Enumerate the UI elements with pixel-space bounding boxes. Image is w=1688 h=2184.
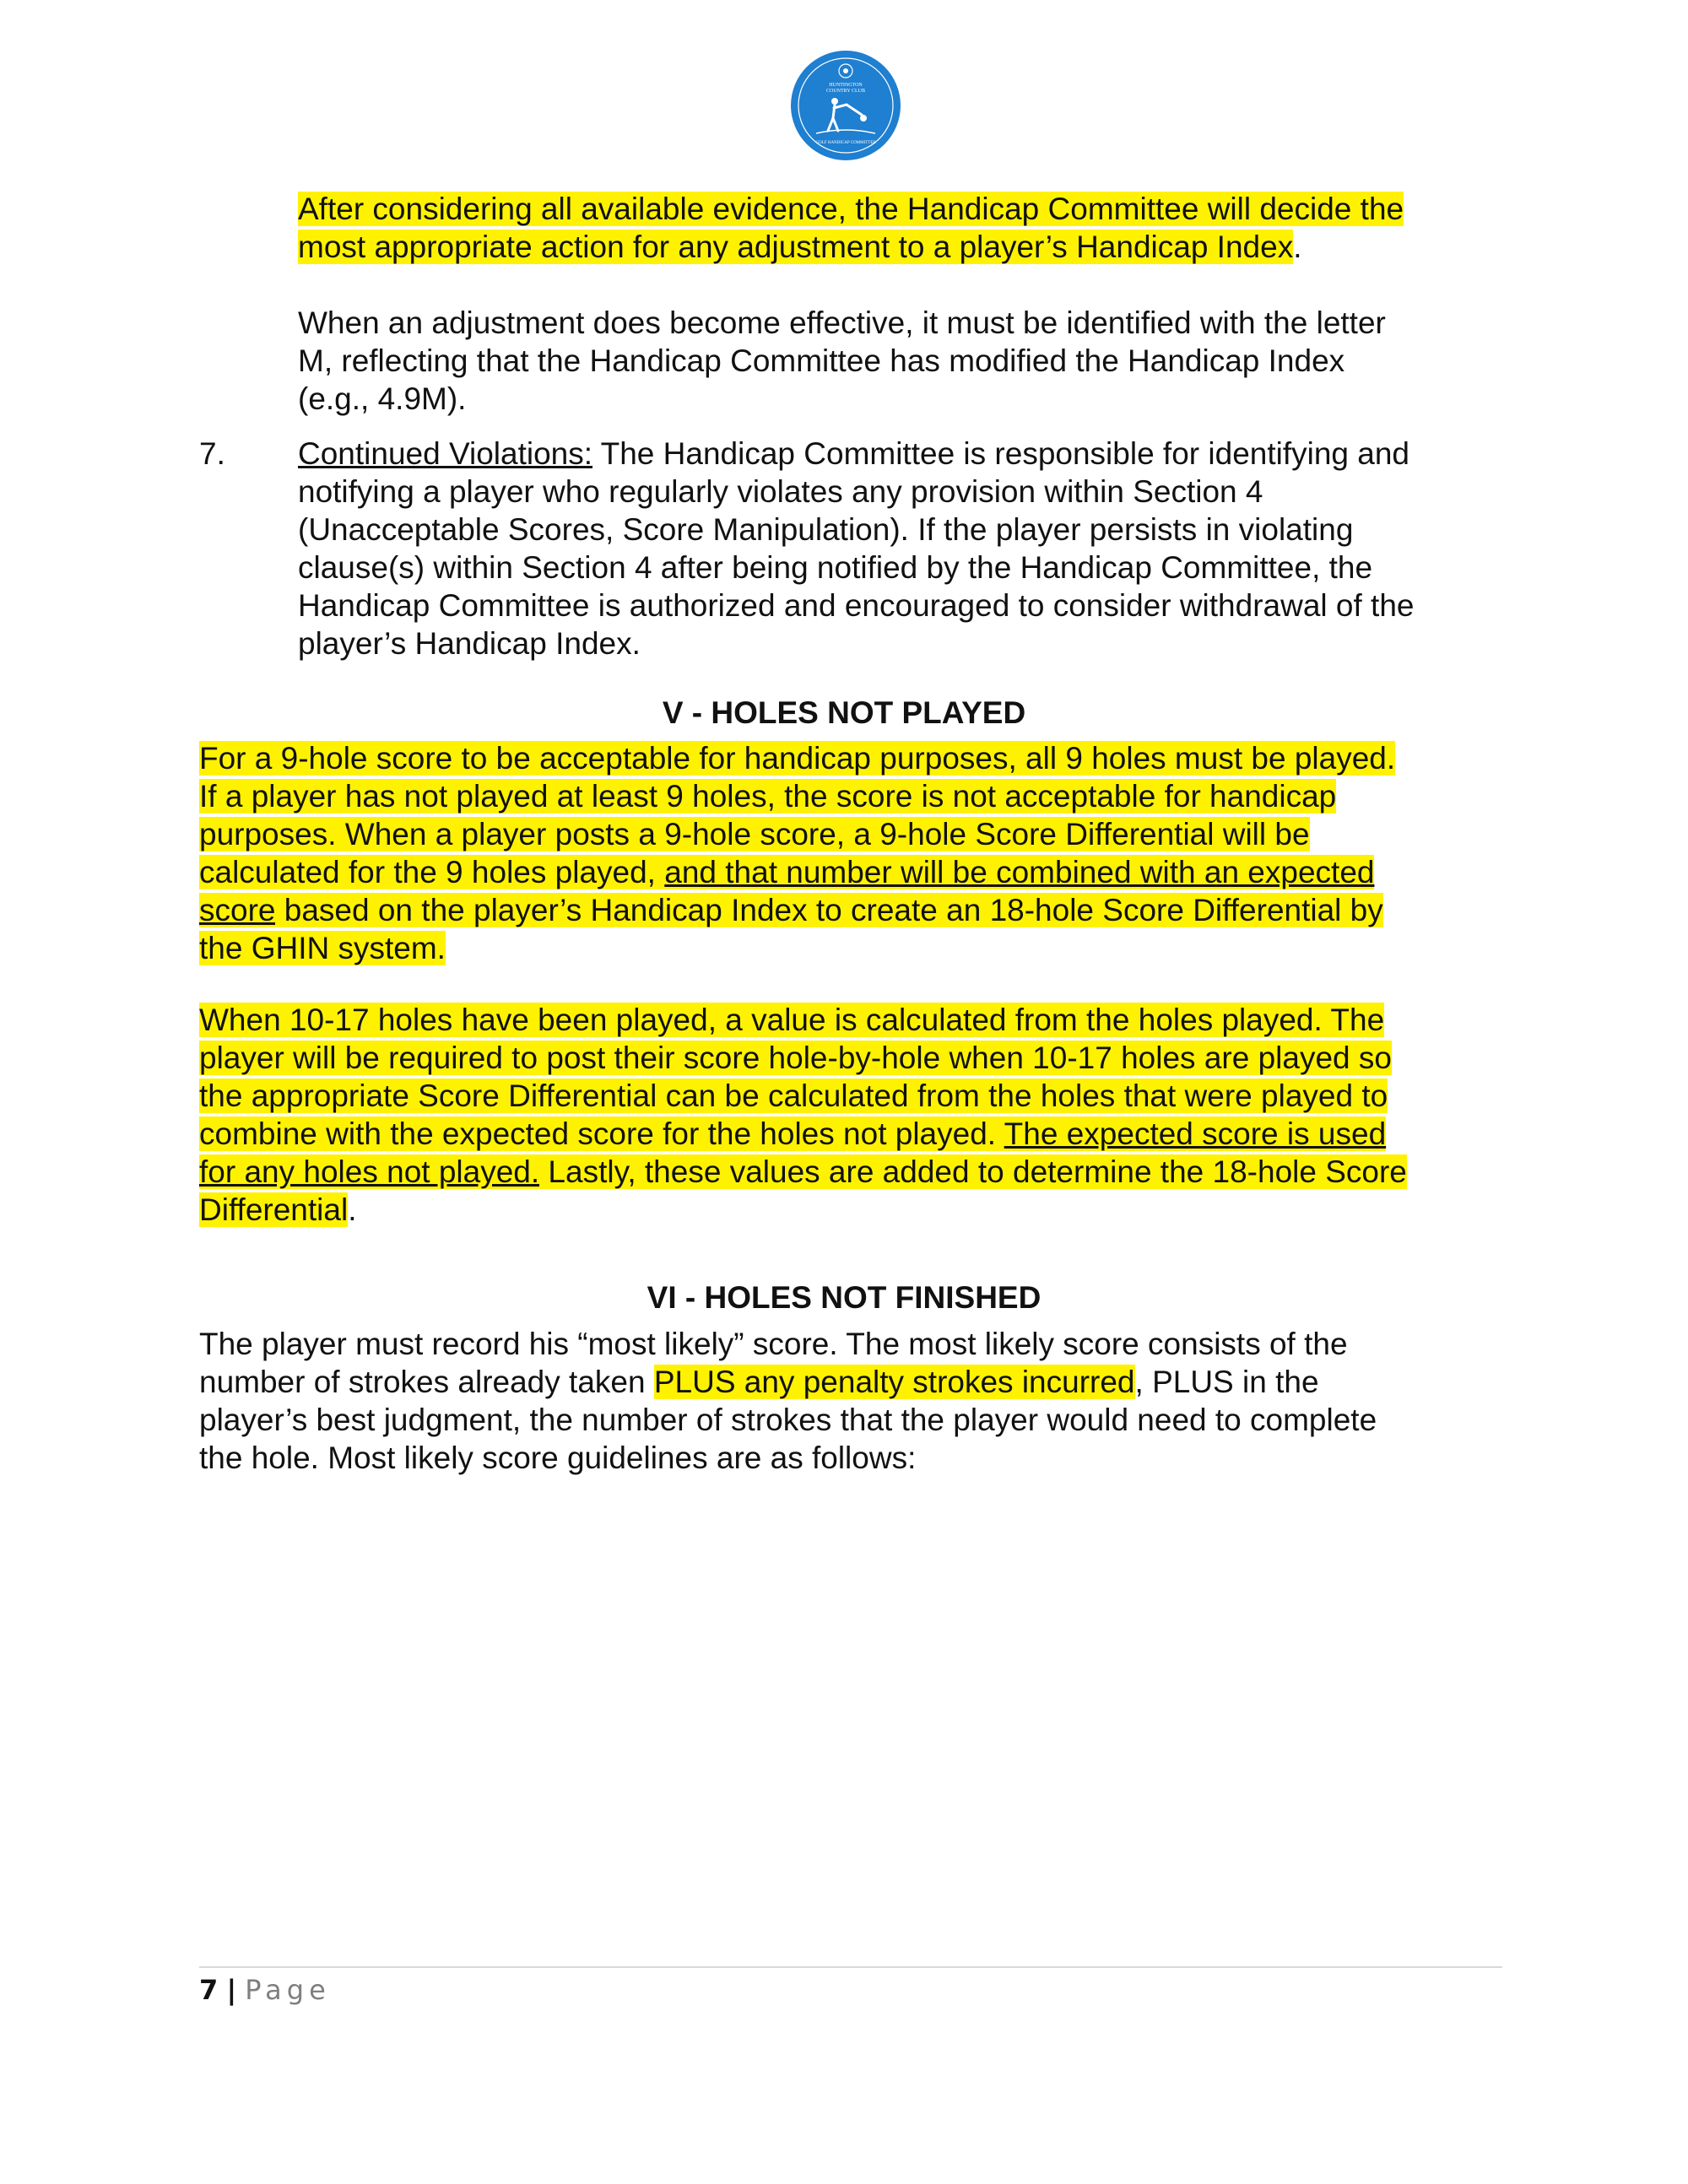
section-heading-holes-not-finished: VI - HOLES NOT FINISHED: [647, 1280, 1041, 1315]
highlight-underline-text: The expected score is used: [1004, 1116, 1387, 1151]
logo-text-bottom: GOLF HANDICAP COMMITTEE: [815, 141, 876, 145]
highlight-text: PLUS any penalty strokes incurred: [653, 1365, 1135, 1399]
paragraph-continued-violations: [298, 435, 1414, 662]
paragraph-nine-hole-score: [199, 739, 1395, 967]
logo-text-top: HUNTINGTON: [829, 83, 863, 88]
page-footer: [199, 1973, 331, 2007]
golfer-emblem-icon: [791, 51, 901, 160]
text-line: player’s best judgment, the number of strokes that the player would need to complete: [199, 1403, 1377, 1437]
paragraph-adjustment-letter: [298, 304, 1386, 418]
highlight-text: For a 9-hole score to be acceptable for handicap purposes, all 9 holes must be played.: [199, 741, 1396, 776]
footer-separator: |: [226, 1974, 237, 2006]
text-line: the hole. Most likely score guidelines are as follows:: [199, 1441, 917, 1475]
highlight-text: If a player has not played at least 9 holes, the score is not acceptable for handicap: [199, 779, 1337, 814]
text-line: (Unacceptable Scores, Score Manipulation). If the player persists in violating: [298, 512, 1354, 547]
text-fragment: number of strokes already taken: [199, 1365, 654, 1399]
item-title: Continued Violations:: [298, 436, 593, 471]
text-line: notifying a player who regularly violates any provision within Section 4: [298, 474, 1263, 509]
page-number: 7: [199, 1974, 219, 2006]
highlight-text: the appropriate Score Differential can be calculated from the holes that were played to: [199, 1078, 1388, 1113]
footer-divider: [199, 1966, 1502, 1968]
section-heading-holes-not-played: V - HOLES NOT PLAYED: [662, 695, 1026, 730]
highlight-text: Lastly, these values are added to determine the 18-hole Score: [539, 1154, 1407, 1189]
highlight-text: When 10-17 holes have been played, a value is calculated from the holes played. The: [199, 1003, 1385, 1037]
text-fragment: .: [348, 1192, 357, 1227]
text-fragment: , PLUS in the: [1134, 1365, 1319, 1399]
highlight-text: the GHIN system.: [199, 931, 446, 965]
highlight-text: Differential: [199, 1192, 349, 1227]
text-line: M, reflecting that the Handicap Committee has modified the Handicap Index: [298, 343, 1345, 378]
highlight-text: most appropriate action for any adjustment to a player’s Handicap Index: [298, 230, 1294, 264]
highlight-underline-text: for any holes not played.: [199, 1154, 540, 1189]
club-logo: [791, 51, 901, 160]
text-line: clause(s) within Section 4 after being notified by the Handicap Committee, the: [298, 550, 1373, 585]
text-line: When an adjustment does become effective, it must be identified with the letter: [298, 305, 1386, 340]
highlight-text: purposes. When a player posts a 9-hole score, a 9-hole Score Differential will be: [199, 817, 1310, 851]
highlight-underline-text: score: [199, 893, 276, 927]
text-line: (e.g., 4.9M).: [298, 381, 467, 416]
highlight-underline-text: and that number will be combined with an expected: [664, 855, 1375, 889]
highlight-text: player will be required to post their score hole-by-hole when 10-17 holes are played so: [199, 1041, 1392, 1075]
paragraph-committee-decision: [298, 190, 1404, 266]
logo-text-mid: COUNTRY CLUB: [826, 89, 865, 94]
text-line: player’s Handicap Index.: [298, 626, 641, 661]
text-line: The player must record his “most likely” score. The most likely score consists of the: [199, 1327, 1348, 1361]
item-number: 7.: [199, 436, 225, 471]
highlight-text: calculated for the 9 holes played,: [199, 855, 665, 889]
text-line: Handicap Committee is authorized and encouraged to consider withdrawal of the: [298, 588, 1415, 623]
paragraph-most-likely-score: [199, 1325, 1377, 1477]
highlight-text: After considering all available evidence, the Handicap Committee will decide the: [298, 192, 1404, 226]
highlight-text: combine with the expected score for the holes not played.: [199, 1116, 1004, 1151]
page-label: Page: [245, 1974, 331, 2006]
text-fragment: .: [1293, 230, 1302, 264]
paragraph-ten-to-seventeen-holes: [199, 1001, 1407, 1229]
highlight-text: based on the player’s Handicap Index to create an 18-hole Score Differential by: [275, 893, 1383, 927]
text-fragment: The Handicap Committee is responsible for identifying and: [592, 436, 1410, 471]
